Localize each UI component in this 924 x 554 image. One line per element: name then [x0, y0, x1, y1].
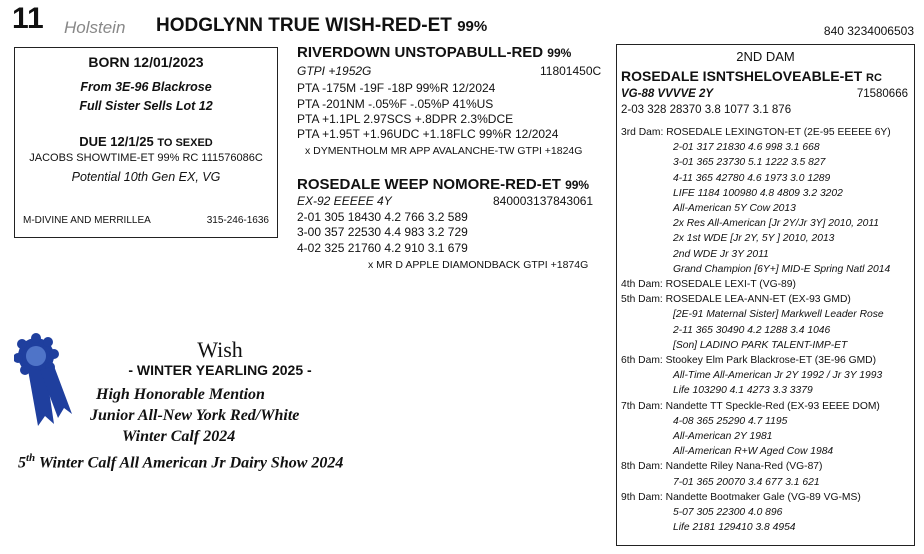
- dam-record-2: 3-00 357 22530 4.4 983 3.2 729: [297, 225, 468, 239]
- second-dam-reg: 71580666: [856, 88, 908, 100]
- dam-name-text: ROSEDALE WEEP NOMORE-RED-ET: [297, 176, 561, 193]
- award-line-3: Winter Calf 2024: [122, 428, 236, 445]
- ancestry-detail-line: Life 2181 129410 3.8 4954: [673, 522, 796, 534]
- sire-pedigree: x DYMENTHOLM MR APP AVALANCHE-TW GTPI +1824G: [305, 145, 583, 157]
- ancestry-detail-line: Grand Champion [6Y+] MID-E Spring Natl 2014: [673, 263, 891, 275]
- second-dam-name-text: ROSEDALE ISNTSHELOVEABLE-ET: [621, 68, 863, 84]
- ancestry-detail-line: All-American 2Y 1981: [673, 431, 773, 442]
- info-box: [14, 47, 278, 238]
- sire-name: [297, 44, 571, 61]
- dam-record-3: 4-02 325 21760 4.2 910 3.1 679: [297, 241, 468, 255]
- dam-classification: EX-92 EEEEE 4Y: [297, 194, 392, 208]
- sire-pta-4: PTA +1.95T +1.96UDC +1.18FLC 99%R 12/2024: [297, 127, 559, 141]
- ancestry-detail-line: All-American 5Y Cow 2013: [673, 203, 796, 214]
- second-dam-classification: VG-88 VVVVE 2Y: [621, 88, 714, 100]
- ancestry-detail-line: All-Time All-American Jr 2Y 1992 / Jr 3Y 1993: [673, 370, 883, 382]
- from-line: From 3E-96 Blackrose: [80, 80, 212, 94]
- ancestry-detail-line: 3-01 365 23730 5.1 1222 3.5 827: [673, 157, 826, 169]
- second-dam-suffix: RC: [866, 72, 882, 84]
- ancestry-detail-line: LIFE 1184 100980 4.8 4809 3.2 3202: [673, 187, 843, 199]
- owner-name: M-DIVINE AND MERRILLEA: [23, 215, 151, 226]
- born-date: BORN 12/01/2023: [88, 54, 204, 70]
- ancestry-detail-line: 2x 1st WDE [Jr 2Y, 5Y ] 2010, 2013: [673, 233, 835, 245]
- potential-line: Potential 10th Gen EX, VG: [71, 170, 221, 184]
- lot-number: 11: [12, 2, 44, 35]
- ancestry-detail-line: 4-11 365 42780 4.6 1973 3.0 1289: [673, 172, 831, 184]
- ancestry-dam-line: 4th Dam: ROSEDALE LEXI-T (VG-89): [621, 279, 796, 290]
- sire-pta-3: PTA +1.1PL 2.97SCS +.8DPR 2.3%DCE: [297, 112, 514, 126]
- award-line-4: [18, 452, 343, 472]
- dam-name: [297, 176, 589, 193]
- ancestry-detail-line: 5-07 305 22300 4.0 896: [673, 507, 783, 518]
- sire-pta-2: PTA -201NM -.05%F -.05%P 41%US: [297, 97, 494, 111]
- sire-reg: 11801450C: [540, 64, 602, 78]
- cow-name: [156, 15, 487, 37]
- due-note: TO SEXED: [157, 137, 213, 149]
- registration-number: 840 3234006503: [823, 24, 914, 38]
- ancestry-detail-line: [Son] LADINO PARK TALENT-IMP-ET: [673, 339, 848, 351]
- breed-label: Holstein: [64, 18, 126, 37]
- owner-phone: 315-246-1636: [206, 215, 269, 226]
- cow-percent: 99%: [457, 18, 488, 35]
- service-sire: JACOBS SHOWTIME-ET 99% RC 111576086C: [29, 152, 263, 164]
- second-dam-record: 2-03 328 28370 3.8 1077 3.1 876: [621, 104, 792, 116]
- ancestry-dam-line: 6th Dam: Stookey Elm Park Blackrose-ET (3E-96 GMD): [621, 355, 877, 366]
- ancestry-detail-line: Life 103290 4.1 4273 3.3 3379: [673, 385, 813, 397]
- award-line-4-text: Winter Calf All American Jr Dairy Show 2024: [38, 454, 344, 472]
- ancestry-dam-line: 9th Dam: Nandette Bootmaker Gale (VG-89 VG-MS): [621, 491, 861, 503]
- ancestry-detail-line: 2nd WDE Jr 3Y 2011: [673, 248, 769, 260]
- ancestry-detail-line: 4-08 365 25290 4.7 1195: [673, 415, 788, 427]
- sire-name-text: RIVERDOWN UNSTOPABULL-RED: [297, 44, 544, 61]
- dam-pedigree: x MR D APPLE DIAMONDBACK GTPI +1874G: [368, 259, 589, 271]
- sire-pta-1: PTA -175M -19F -18P 99%R 12/2024: [297, 81, 496, 95]
- ancestry-dam-line: 7th Dam: Nandette TT Speckle-Red (EX-93 EEEE DOM): [621, 400, 880, 412]
- ancestry-dam-line: 5th Dam: ROSEDALE LEA-ANN-ET (EX-93 GMD): [621, 294, 851, 306]
- award-line-2: Junior All-New York Red/White: [90, 407, 300, 424]
- due-date: DUE 12/1/25: [79, 134, 154, 149]
- sire-percent: 99%: [547, 46, 572, 60]
- due-line: [15, 134, 277, 149]
- ancestry-detail-line: [2E-91 Maternal Sister] Markwell Leader Rose: [673, 309, 884, 321]
- sibling-line: Full Sister Sells Lot 12: [79, 99, 213, 113]
- ancestry-detail-line: 2x Res All-American [Jr 2Y/Jr 3Y] 2010, 2011: [673, 218, 880, 230]
- award-nickname: Wish: [197, 337, 243, 362]
- award-line-4-num: 5: [18, 454, 26, 472]
- award-line-1: High Honorable Mention: [96, 386, 265, 403]
- sire-gtpi: GTPI +1952G: [297, 64, 372, 78]
- ancestry-detail-line: 7-01 365 20070 3.4 677 3.1 621: [673, 476, 820, 488]
- ancestry-detail-line: All-American R+W Aged Cow 1984: [673, 446, 834, 458]
- dam-percent: 99%: [565, 178, 590, 192]
- second-dam-heading: 2ND DAM: [736, 49, 795, 64]
- second-dam-box: [616, 44, 915, 546]
- ancestry-detail-line: 2-11 365 30490 4.2 1288 3.4 1046: [673, 324, 831, 336]
- ancestry-detail-line: 2-01 317 21830 4.6 998 3.1 668: [673, 142, 820, 154]
- award-line-4-sup: th: [26, 452, 36, 464]
- ancestry-dam-line: 8th Dam: Nandette Riley Nana-Red (VG-87): [621, 461, 823, 473]
- ancestry-dam-line: 3rd Dam: ROSEDALE LEXINGTON-ET (2E-95 EEEEE 6Y): [621, 127, 891, 138]
- second-dam-name: [621, 68, 882, 84]
- dam-reg: 840003137843061: [493, 194, 594, 208]
- dam-record-1: 2-01 305 18430 4.2 766 3.2 589: [297, 210, 468, 224]
- cow-name-text: HODGLYNN TRUE WISH-RED-ET: [156, 15, 452, 36]
- award-title: - WINTER YEARLING 2025 -: [128, 362, 312, 378]
